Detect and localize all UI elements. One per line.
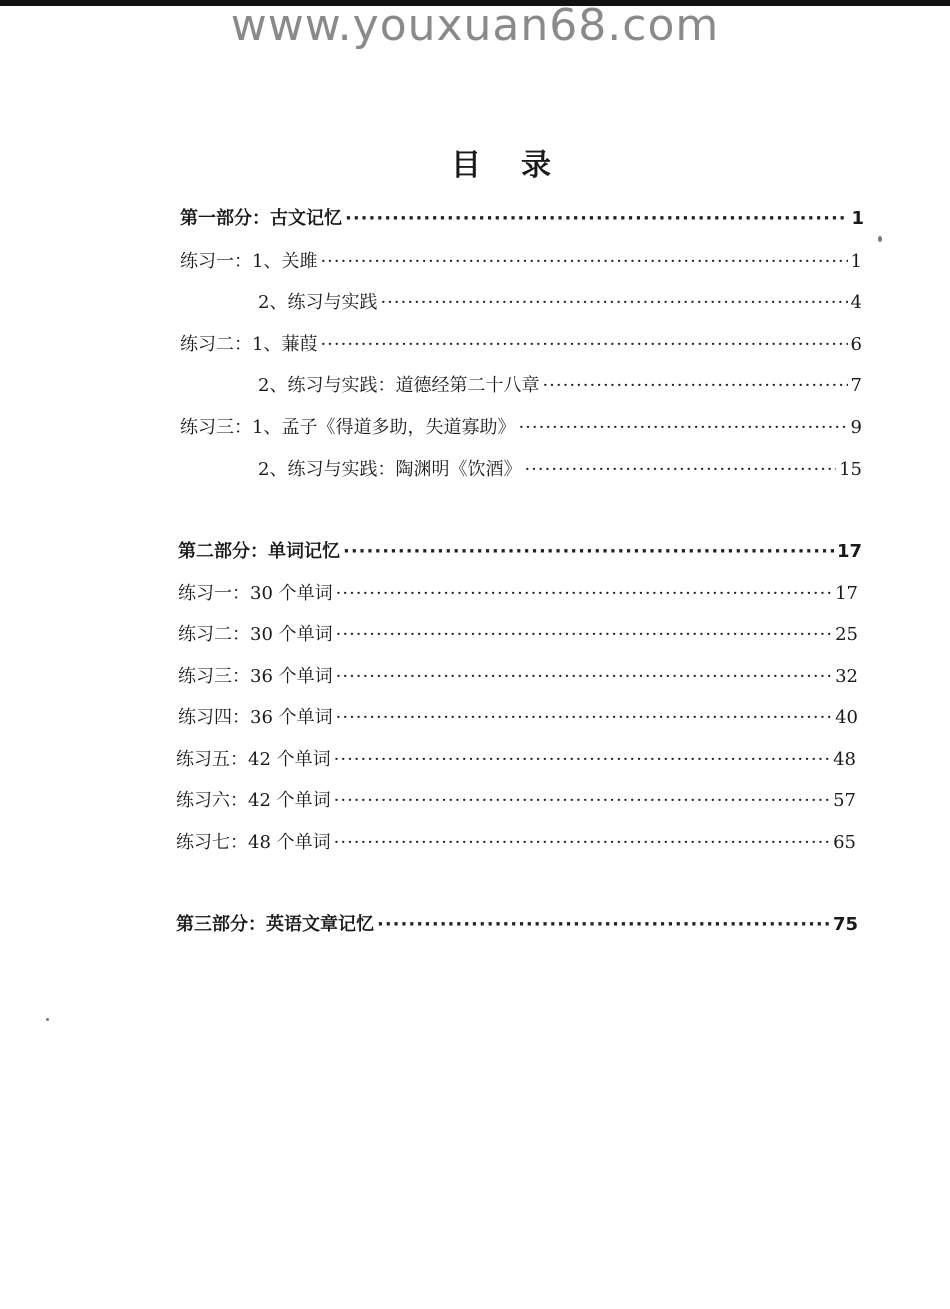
watermark-text: www.youxuan68.com <box>230 0 720 51</box>
toc-entry-label: 2、练习与实践：道德经第二十八章 <box>258 375 540 396</box>
toc-entry[interactable] <box>258 374 862 398</box>
dot-leader <box>377 913 830 937</box>
toc-entry[interactable] <box>258 291 862 315</box>
toc-entry-label: 2、练习与实践：陶渊明《饮酒》 <box>258 459 522 480</box>
toc-entry[interactable] <box>178 706 858 730</box>
toc-entry[interactable] <box>178 623 858 647</box>
toc-page-number: 57 <box>833 790 856 811</box>
dot-leader <box>336 623 832 647</box>
toc-entry-label: 练习一：30 个单词 <box>178 583 333 604</box>
toc-entry-label: 练习三：1、孟子《得道多助，失道寡助》 <box>180 417 516 438</box>
scan-speck <box>878 236 882 242</box>
toc-page-number: 25 <box>835 624 858 645</box>
dot-leader <box>336 582 832 606</box>
dot-leader <box>336 665 832 689</box>
dot-leader <box>542 374 847 398</box>
toc-part-heading[interactable] <box>178 540 862 564</box>
toc-page-number: 75 <box>832 914 858 935</box>
toc-page-number: 17 <box>836 541 862 562</box>
toc-entry-label: 2、练习与实践 <box>258 292 378 313</box>
toc-page-number: 7 <box>850 375 862 396</box>
toc-page-number: 6 <box>850 334 862 355</box>
dot-leader <box>320 333 847 357</box>
toc-entry-label: 练习五：42 个单词 <box>176 749 331 770</box>
dot-leader <box>345 207 848 231</box>
toc-part-heading[interactable] <box>180 207 864 231</box>
toc-entry[interactable] <box>180 250 862 274</box>
toc-page-number: 65 <box>833 832 856 853</box>
toc-entry[interactable] <box>176 831 856 855</box>
toc-entry[interactable] <box>180 416 862 440</box>
toc-entry-label: 练习七：48 个单词 <box>176 832 331 853</box>
dot-leader <box>524 458 836 482</box>
toc-entry-label: 练习二：30 个单词 <box>178 624 333 645</box>
toc-entry-label: 练习二：1、蒹葭 <box>180 334 318 355</box>
toc-page-number: 32 <box>835 666 858 687</box>
toc-entry-label: 练习四：36 个单词 <box>178 707 333 728</box>
dot-leader <box>320 250 847 274</box>
toc-page-number: 17 <box>835 583 858 604</box>
toc-page-number: 4 <box>850 292 862 313</box>
toc-entry[interactable] <box>178 582 858 606</box>
toc-entry[interactable] <box>178 665 858 689</box>
toc-page-number: 40 <box>835 707 858 728</box>
toc-entry[interactable] <box>176 789 856 813</box>
dot-leader <box>334 748 830 772</box>
toc-page-number: 15 <box>839 459 862 480</box>
toc-entry-label: 第二部分：单词记忆 <box>178 541 340 562</box>
dot-leader <box>518 416 847 440</box>
scan-speck <box>46 1018 49 1021</box>
toc-entry[interactable] <box>258 458 862 482</box>
dot-leader <box>380 291 847 315</box>
dot-leader <box>334 831 830 855</box>
toc-part-heading[interactable] <box>176 913 858 937</box>
toc-page-number: 1 <box>851 208 864 229</box>
dot-leader <box>334 789 830 813</box>
toc-page-number: 1 <box>850 251 862 272</box>
page-title: 目录 <box>451 148 591 183</box>
toc-entry-label: 练习一：1、关雎 <box>180 251 318 272</box>
toc-entry-label: 练习六：42 个单词 <box>176 790 331 811</box>
toc-entry[interactable] <box>180 333 862 357</box>
dot-leader <box>343 540 834 564</box>
dot-leader <box>336 706 832 730</box>
toc-entry-label: 第三部分：英语文章记忆 <box>176 914 374 935</box>
toc-entry-label: 练习三：36 个单词 <box>178 666 333 687</box>
toc-entry[interactable] <box>176 748 856 772</box>
toc-page-number: 48 <box>833 749 856 770</box>
toc-entry-label: 第一部分：古文记忆 <box>180 208 342 229</box>
toc-page-number: 9 <box>850 417 862 438</box>
